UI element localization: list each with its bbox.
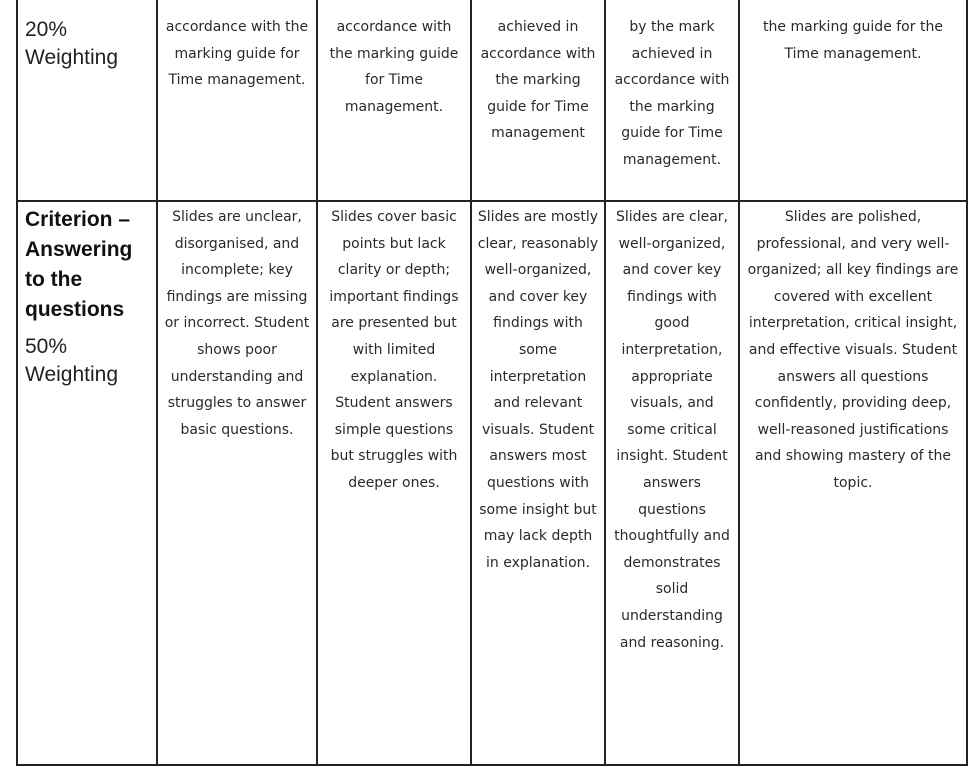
- descriptor-text: the marking guide for the Time management.: [763, 19, 943, 62]
- descriptor-cell: [739, 0, 967, 201]
- descriptor-cell: [739, 201, 967, 765]
- descriptor-text: accordance with the marking guide for Time management.: [165, 19, 309, 89]
- descriptor-cell: [471, 0, 605, 201]
- descriptor-text: Slides are unclear, disorganised, and incomplete; key findings are missing or incorrect. Student shows poor understanding and struggles to answer basic questions.: [164, 209, 310, 438]
- rubric-table: [16, 0, 968, 766]
- criterion-cell: [17, 0, 157, 201]
- descriptor-text: Slides are clear, well-organized, and cover key findings with good interpretation, appropriate visuals, and some critical insight. Student answers questions thoughtfully and demonstrates solid understanding and reasoning.: [614, 209, 730, 651]
- descriptor-text: achieved in accordance with the marking guide for Time management: [480, 19, 596, 142]
- weighting-label: 20% Weighting: [25, 18, 119, 69]
- descriptor-cell: [317, 201, 471, 765]
- criterion-cell: [17, 201, 157, 765]
- rubric-row-answering-questions: [17, 201, 967, 765]
- descriptor-text: by the mark achieved in accordance with the marking guide for Time management.: [614, 19, 730, 168]
- rubric-row-time-management: [17, 0, 967, 201]
- criterion-title: Criterion – Answering to the questions: [25, 208, 133, 321]
- descriptor-cell: [605, 201, 739, 765]
- descriptor-text: accordance with the marking guide for Time management.: [329, 19, 459, 115]
- descriptor-cell: [471, 201, 605, 765]
- descriptor-text: Slides are mostly clear, reasonably well-organized, and cover key findings with some interpretation and relevant visuals. Student answers most questions with some insight but may lack depth in explanation.: [477, 209, 599, 571]
- descriptor-text: Slides cover basic points but lack clarity or depth; important findings are presented but with limited explanation. Student answers simple questions but struggles with deeper ones.: [329, 209, 459, 491]
- descriptor-cell: [157, 201, 317, 765]
- descriptor-cell: [605, 0, 739, 201]
- descriptor-text: Slides are polished, professional, and very well-organized; all key findings are covered with excellent interpretation, critical insight, and effective visuals. Student answers all questions confidently, providing deep, well-reasoned justifications and showing mastery of the topic.: [747, 209, 959, 491]
- weighting-label: 50% Weighting: [25, 335, 119, 386]
- descriptor-cell: [157, 0, 317, 201]
- descriptor-cell: [317, 0, 471, 201]
